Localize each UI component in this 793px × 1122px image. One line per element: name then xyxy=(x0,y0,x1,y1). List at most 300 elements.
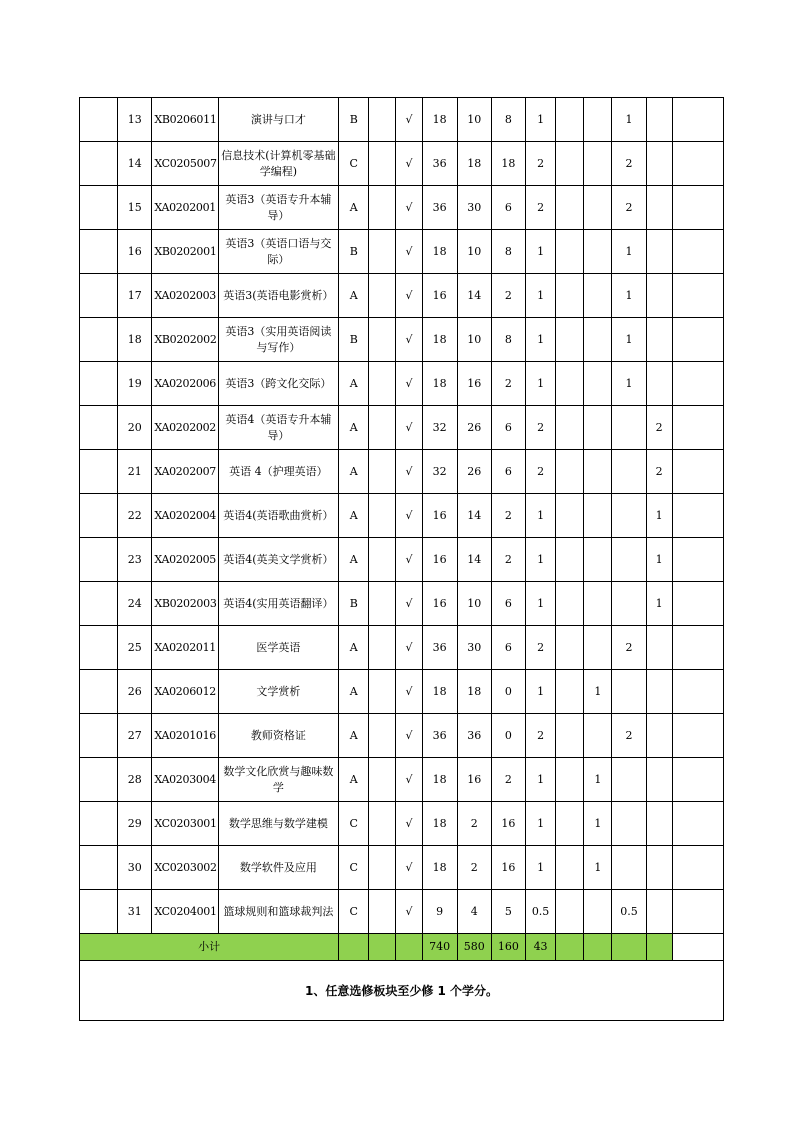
theory-hours: 2 xyxy=(457,846,491,890)
semester-1 xyxy=(556,890,584,934)
table-row xyxy=(80,626,724,670)
credits: 1 xyxy=(526,274,556,318)
semester-4 xyxy=(646,758,672,802)
semester-3: 2 xyxy=(612,142,646,186)
blank xyxy=(369,582,396,626)
semester-2 xyxy=(584,714,612,758)
row-lead-cell xyxy=(80,230,118,274)
row-trail-cell xyxy=(672,890,723,934)
total-hours: 32 xyxy=(422,450,457,494)
semester-4: 2 xyxy=(646,450,672,494)
row-trail-cell xyxy=(672,670,723,714)
blank xyxy=(369,846,396,890)
credits: 1 xyxy=(526,846,556,890)
check-mark: √ xyxy=(396,274,422,318)
course-name: 英语3（英语口语与交际） xyxy=(218,230,339,274)
semester-2 xyxy=(584,406,612,450)
course-type: A xyxy=(339,626,369,670)
course-code: XA0202001 xyxy=(152,186,218,230)
row-number: 30 xyxy=(118,846,152,890)
check-mark: √ xyxy=(396,626,422,670)
semester-2 xyxy=(584,538,612,582)
semester-2 xyxy=(584,142,612,186)
semester-1 xyxy=(556,758,584,802)
semester-1 xyxy=(556,582,584,626)
total-hours: 18 xyxy=(422,846,457,890)
semester-2: 1 xyxy=(584,670,612,714)
table-row xyxy=(80,406,724,450)
row-trail-cell xyxy=(672,98,723,142)
theory-hours: 30 xyxy=(457,626,491,670)
course-type: A xyxy=(339,538,369,582)
row-number: 14 xyxy=(118,142,152,186)
row-trail-cell xyxy=(672,582,723,626)
row-lead-cell xyxy=(80,494,118,538)
row-trail-cell xyxy=(672,626,723,670)
practice-hours: 16 xyxy=(491,802,525,846)
row-lead-cell xyxy=(80,362,118,406)
course-code: XA0202005 xyxy=(152,538,218,582)
practice-hours: 6 xyxy=(491,582,525,626)
check-mark: √ xyxy=(396,406,422,450)
practice-hours: 0 xyxy=(491,714,525,758)
semester-4 xyxy=(646,714,672,758)
semester-4 xyxy=(646,318,672,362)
course-type: A xyxy=(339,714,369,758)
table-row xyxy=(80,582,724,626)
practice-hours: 6 xyxy=(491,406,525,450)
semester-1 xyxy=(556,406,584,450)
theory-hours: 4 xyxy=(457,890,491,934)
row-lead-cell xyxy=(80,582,118,626)
row-trail-cell xyxy=(672,142,723,186)
semester-1 xyxy=(556,714,584,758)
course-type: A xyxy=(339,186,369,230)
row-trail-cell xyxy=(672,758,723,802)
row-number: 29 xyxy=(118,802,152,846)
course-name: 数学思维与数学建模 xyxy=(218,802,339,846)
semester-3: 0.5 xyxy=(612,890,646,934)
semester-3 xyxy=(612,494,646,538)
course-code: XC0205007 xyxy=(152,142,218,186)
row-number: 28 xyxy=(118,758,152,802)
semester-1 xyxy=(556,230,584,274)
credits: 2 xyxy=(526,626,556,670)
table-row xyxy=(80,98,724,142)
table-row xyxy=(80,538,724,582)
row-lead-cell xyxy=(80,274,118,318)
course-name: 英语 4（护理英语） xyxy=(218,450,339,494)
theory-hours: 16 xyxy=(457,758,491,802)
semester-2 xyxy=(584,186,612,230)
total-hours: 18 xyxy=(422,230,457,274)
table-row xyxy=(80,142,724,186)
elective-note: 1、任意选修板块至少修 1 个学分。 xyxy=(80,961,724,1021)
practice-hours: 8 xyxy=(491,318,525,362)
row-number: 19 xyxy=(118,362,152,406)
practice-hours: 6 xyxy=(491,626,525,670)
table-row xyxy=(80,758,724,802)
blank xyxy=(369,494,396,538)
table-row xyxy=(80,802,724,846)
semester-2: 1 xyxy=(584,846,612,890)
check-mark: √ xyxy=(396,450,422,494)
semester-2: 1 xyxy=(584,758,612,802)
course-name: 数学文化欣赏与趣味数学 xyxy=(218,758,339,802)
credits: 2 xyxy=(526,142,556,186)
table-row xyxy=(80,362,724,406)
semester-2 xyxy=(584,274,612,318)
check-mark: √ xyxy=(396,538,422,582)
row-number: 21 xyxy=(118,450,152,494)
theory-hours: 14 xyxy=(457,494,491,538)
course-name: 英语4(实用英语翻译） xyxy=(218,582,339,626)
course-code: XA0201016 xyxy=(152,714,218,758)
row-number: 16 xyxy=(118,230,152,274)
semester-1 xyxy=(556,670,584,714)
table-row xyxy=(80,318,724,362)
semester-4 xyxy=(646,802,672,846)
credits: 1 xyxy=(526,98,556,142)
course-type: C xyxy=(339,802,369,846)
course-code: XC0203001 xyxy=(152,802,218,846)
total-hours: 18 xyxy=(422,758,457,802)
total-hours: 18 xyxy=(422,318,457,362)
course-type: A xyxy=(339,274,369,318)
blank xyxy=(369,142,396,186)
row-trail-cell xyxy=(672,450,723,494)
credits: 1 xyxy=(526,802,556,846)
row-number: 20 xyxy=(118,406,152,450)
semester-3 xyxy=(612,802,646,846)
credits: 0.5 xyxy=(526,890,556,934)
credits: 2 xyxy=(526,186,556,230)
blank xyxy=(369,626,396,670)
practice-hours: 8 xyxy=(491,98,525,142)
row-lead-cell xyxy=(80,802,118,846)
blank xyxy=(369,538,396,582)
course-code: XA0202007 xyxy=(152,450,218,494)
course-type: A xyxy=(339,670,369,714)
check-mark: √ xyxy=(396,670,422,714)
practice-hours: 6 xyxy=(491,450,525,494)
check-mark: √ xyxy=(396,98,422,142)
blank xyxy=(369,802,396,846)
course-type: B xyxy=(339,582,369,626)
semester-1 xyxy=(556,142,584,186)
credits: 2 xyxy=(526,714,556,758)
semester-4 xyxy=(646,846,672,890)
blank xyxy=(369,186,396,230)
semester-3 xyxy=(612,538,646,582)
blank xyxy=(369,758,396,802)
semester-2: 1 xyxy=(584,802,612,846)
course-code: XB0202002 xyxy=(152,318,218,362)
credits: 1 xyxy=(526,318,556,362)
practice-hours: 2 xyxy=(491,274,525,318)
semester-1 xyxy=(556,802,584,846)
blank xyxy=(369,670,396,714)
blank xyxy=(369,98,396,142)
check-mark: √ xyxy=(396,318,422,362)
semester-4 xyxy=(646,890,672,934)
course-name: 医学英语 xyxy=(218,626,339,670)
practice-hours: 16 xyxy=(491,846,525,890)
credits: 2 xyxy=(526,450,556,494)
theory-hours: 30 xyxy=(457,186,491,230)
row-number: 27 xyxy=(118,714,152,758)
row-trail-cell xyxy=(672,318,723,362)
practice-hours: 0 xyxy=(491,670,525,714)
credits: 1 xyxy=(526,670,556,714)
row-lead-cell xyxy=(80,318,118,362)
blank xyxy=(369,450,396,494)
course-code: XA0202004 xyxy=(152,494,218,538)
semester-3 xyxy=(612,450,646,494)
check-mark: √ xyxy=(396,186,422,230)
semester-3: 1 xyxy=(612,362,646,406)
semester-4 xyxy=(646,670,672,714)
semester-2 xyxy=(584,318,612,362)
blank xyxy=(369,274,396,318)
course-type: A xyxy=(339,494,369,538)
check-mark: √ xyxy=(396,494,422,538)
theory-hours: 10 xyxy=(457,98,491,142)
theory-hours: 2 xyxy=(457,802,491,846)
course-type: B xyxy=(339,98,369,142)
course-name: 英语3（英语专升本辅导） xyxy=(218,186,339,230)
semester-2 xyxy=(584,362,612,406)
course-type: B xyxy=(339,230,369,274)
course-type: C xyxy=(339,890,369,934)
row-number: 22 xyxy=(118,494,152,538)
semester-3: 1 xyxy=(612,274,646,318)
row-number: 26 xyxy=(118,670,152,714)
practice-hours: 2 xyxy=(491,494,525,538)
semester-4 xyxy=(646,626,672,670)
row-lead-cell xyxy=(80,186,118,230)
row-lead-cell xyxy=(80,450,118,494)
check-mark: √ xyxy=(396,582,422,626)
total-hours: 16 xyxy=(422,494,457,538)
row-trail-cell xyxy=(672,538,723,582)
table-row xyxy=(80,230,724,274)
subtotal-label: 小计 xyxy=(80,934,339,961)
course-name: 篮球规则和篮球裁判法 xyxy=(218,890,339,934)
semester-4 xyxy=(646,186,672,230)
theory-hours: 10 xyxy=(457,230,491,274)
total-hours: 16 xyxy=(422,274,457,318)
row-lead-cell xyxy=(80,846,118,890)
row-number: 17 xyxy=(118,274,152,318)
semester-4 xyxy=(646,98,672,142)
semester-3: 2 xyxy=(612,714,646,758)
semester-1 xyxy=(556,318,584,362)
total-hours: 18 xyxy=(422,802,457,846)
course-table xyxy=(79,97,724,1021)
semester-3 xyxy=(612,758,646,802)
semester-4 xyxy=(646,142,672,186)
table-row xyxy=(80,494,724,538)
practice-hours: 8 xyxy=(491,230,525,274)
course-code: XB0202003 xyxy=(152,582,218,626)
table-row xyxy=(80,670,724,714)
row-trail-cell xyxy=(672,494,723,538)
row-lead-cell xyxy=(80,538,118,582)
semester-1 xyxy=(556,494,584,538)
total-hours: 16 xyxy=(422,538,457,582)
blank xyxy=(369,318,396,362)
course-type: C xyxy=(339,846,369,890)
table-row xyxy=(80,450,724,494)
course-code: XB0202001 xyxy=(152,230,218,274)
check-mark: √ xyxy=(396,758,422,802)
semester-2 xyxy=(584,450,612,494)
semester-1 xyxy=(556,846,584,890)
credits: 2 xyxy=(526,406,556,450)
subtotal-row xyxy=(80,934,724,961)
semester-3 xyxy=(612,582,646,626)
subtotal-theory-hours: 580 xyxy=(457,934,491,961)
total-hours: 36 xyxy=(422,142,457,186)
row-trail-cell xyxy=(672,186,723,230)
note-row xyxy=(80,961,724,1021)
course-name: 英语4(英语歌曲赏析） xyxy=(218,494,339,538)
semester-2 xyxy=(584,582,612,626)
row-number: 13 xyxy=(118,98,152,142)
course-type: B xyxy=(339,318,369,362)
theory-hours: 16 xyxy=(457,362,491,406)
course-type: A xyxy=(339,362,369,406)
table-row xyxy=(80,186,724,230)
semester-3: 1 xyxy=(612,318,646,362)
theory-hours: 26 xyxy=(457,406,491,450)
table-row xyxy=(80,274,724,318)
semester-2 xyxy=(584,494,612,538)
semester-2 xyxy=(584,98,612,142)
theory-hours: 14 xyxy=(457,274,491,318)
semester-2 xyxy=(584,626,612,670)
check-mark: √ xyxy=(396,230,422,274)
row-number: 31 xyxy=(118,890,152,934)
row-number: 24 xyxy=(118,582,152,626)
row-lead-cell xyxy=(80,626,118,670)
row-lead-cell xyxy=(80,142,118,186)
semester-4: 1 xyxy=(646,538,672,582)
semester-1 xyxy=(556,362,584,406)
total-hours: 9 xyxy=(422,890,457,934)
course-code: XC0203002 xyxy=(152,846,218,890)
semester-1 xyxy=(556,538,584,582)
total-hours: 16 xyxy=(422,582,457,626)
row-trail-cell xyxy=(672,362,723,406)
table-row xyxy=(80,846,724,890)
semester-4 xyxy=(646,274,672,318)
credits: 1 xyxy=(526,538,556,582)
course-name: 英语3(英语电影赏析） xyxy=(218,274,339,318)
total-hours: 18 xyxy=(422,362,457,406)
blank xyxy=(369,362,396,406)
row-trail-cell xyxy=(672,406,723,450)
row-trail-cell xyxy=(672,802,723,846)
practice-hours: 6 xyxy=(491,186,525,230)
row-trail-cell xyxy=(672,274,723,318)
semester-1 xyxy=(556,626,584,670)
semester-3: 1 xyxy=(612,98,646,142)
table-row xyxy=(80,714,724,758)
course-name: 演讲与口才 xyxy=(218,98,339,142)
course-name: 数学软件及应用 xyxy=(218,846,339,890)
semester-4: 1 xyxy=(646,582,672,626)
practice-hours: 2 xyxy=(491,758,525,802)
course-code: XA0202006 xyxy=(152,362,218,406)
theory-hours: 14 xyxy=(457,538,491,582)
blank xyxy=(369,714,396,758)
semester-4: 1 xyxy=(646,494,672,538)
check-mark: √ xyxy=(396,714,422,758)
check-mark: √ xyxy=(396,846,422,890)
total-hours: 36 xyxy=(422,714,457,758)
credits: 1 xyxy=(526,758,556,802)
course-type: A xyxy=(339,758,369,802)
semester-1 xyxy=(556,274,584,318)
row-lead-cell xyxy=(80,670,118,714)
semester-2 xyxy=(584,230,612,274)
check-mark: √ xyxy=(396,890,422,934)
theory-hours: 18 xyxy=(457,142,491,186)
course-name: 文学赏析 xyxy=(218,670,339,714)
row-trail-cell xyxy=(672,714,723,758)
row-lead-cell xyxy=(80,714,118,758)
semester-3 xyxy=(612,846,646,890)
row-lead-cell xyxy=(80,890,118,934)
semester-1 xyxy=(556,186,584,230)
credits: 1 xyxy=(526,362,556,406)
semester-3: 2 xyxy=(612,186,646,230)
semester-3 xyxy=(612,670,646,714)
subtotal-credits: 43 xyxy=(526,934,556,961)
course-code: XC0204001 xyxy=(152,890,218,934)
semester-4 xyxy=(646,362,672,406)
row-number: 23 xyxy=(118,538,152,582)
credits: 1 xyxy=(526,582,556,626)
practice-hours: 2 xyxy=(491,362,525,406)
course-name: 英语3（跨文化交际） xyxy=(218,362,339,406)
theory-hours: 10 xyxy=(457,582,491,626)
blank xyxy=(369,406,396,450)
total-hours: 36 xyxy=(422,186,457,230)
course-type: A xyxy=(339,406,369,450)
course-name: 英语4(英美文学赏析） xyxy=(218,538,339,582)
theory-hours: 36 xyxy=(457,714,491,758)
total-hours: 18 xyxy=(422,670,457,714)
course-code: XA0202011 xyxy=(152,626,218,670)
semester-1 xyxy=(556,450,584,494)
blank xyxy=(369,230,396,274)
table-row xyxy=(80,890,724,934)
course-name: 教师资格证 xyxy=(218,714,339,758)
semester-3: 1 xyxy=(612,230,646,274)
course-type: A xyxy=(339,450,369,494)
subtotal-total-hours: 740 xyxy=(422,934,457,961)
row-lead-cell xyxy=(80,406,118,450)
check-mark: √ xyxy=(396,362,422,406)
row-trail-cell xyxy=(672,846,723,890)
course-code: XA0202003 xyxy=(152,274,218,318)
practice-hours: 2 xyxy=(491,538,525,582)
total-hours: 32 xyxy=(422,406,457,450)
course-code: XA0202002 xyxy=(152,406,218,450)
